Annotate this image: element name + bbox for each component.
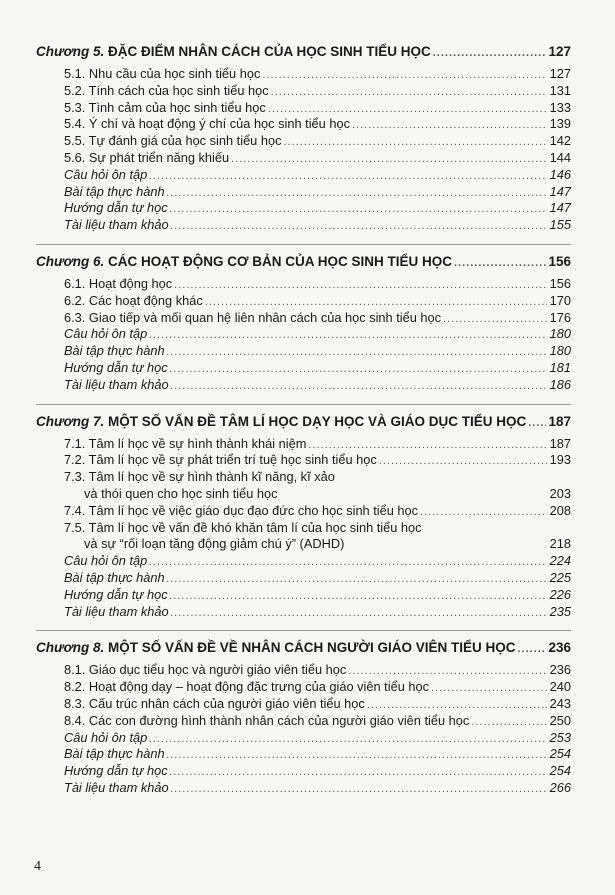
toc-entry (36, 310, 571, 327)
toc-entry-page: 193 (549, 452, 571, 468)
toc-entry (36, 679, 571, 696)
toc-entry (36, 116, 571, 133)
toc-entry-label: 7.5. Tâm lí học về vấn đề khó khăn tâm lí của học sinh tiểu học (64, 519, 422, 535)
toc-entry (36, 536, 571, 553)
dot-leader (271, 86, 547, 98)
dot-leader (367, 699, 547, 711)
toc-entry-page: 131 (549, 82, 571, 98)
toc-entry (36, 360, 571, 377)
toc-entry-page: 180 (549, 343, 571, 359)
toc-entry-page: 254 (549, 746, 571, 762)
dot-leader (431, 682, 547, 694)
toc-entry (36, 713, 571, 730)
chapter-heading (36, 640, 571, 662)
toc-entry-page: 142 (549, 133, 571, 149)
chapter-title: CÁC HOẠT ĐỘNG CƠ BẢN CỦA HỌC SINH TIỂU HỌC (107, 253, 452, 269)
chapter-title: MỘT SỐ VẤN ĐỀ TÂM LÍ HỌC DẠY HỌC VÀ GIÁO DỤC TIỂU HỌC (107, 413, 527, 429)
toc-entry (36, 343, 571, 360)
toc-entry-page: 254 (549, 763, 571, 779)
dot-leader (170, 590, 547, 602)
toc-entry-label: Bài tập thực hành (64, 343, 165, 359)
toc-entry (36, 520, 571, 537)
toc-entry-label: và thói quen cho học sinh tiểu học (84, 485, 278, 501)
chapter-heading (36, 414, 571, 436)
dot-leader (167, 346, 547, 358)
toc-entry-page: 224 (549, 553, 571, 569)
chapter-heading (36, 254, 571, 276)
page-number: 4 (34, 859, 41, 874)
toc-entry-label: Tài liệu tham khảo (64, 603, 169, 619)
dot-leader (167, 187, 547, 199)
toc-entry-page: 127 (549, 66, 571, 81)
toc-entry (36, 746, 571, 763)
dot-leader (167, 573, 547, 585)
toc-entry-label: 6.3. Giao tiếp và mối quan hệ liên nhân cách của học sinh tiểu học (64, 309, 442, 325)
toc-entry-label: Câu hỏi ôn tập (64, 729, 148, 745)
toc-entry-page: 144 (549, 149, 571, 165)
toc-entry-page: 226 (549, 586, 571, 602)
toc-entry-page: 266 (549, 779, 571, 795)
toc-entry-label: Hướng dẫn tự học (64, 359, 168, 375)
toc-entry (36, 587, 571, 604)
chapter-block (36, 640, 571, 806)
toc-entry-label: Hướng dẫn tự học (64, 200, 168, 216)
dot-leader (171, 220, 547, 232)
toc-entry-label: 6.2. Các hoạt động khác (64, 292, 203, 308)
dot-leader (170, 363, 547, 375)
toc-entry-label: 5.4. Ý chí và hoạt động ý chí của học sinh tiểu học (64, 116, 350, 132)
toc-entry-page: 133 (549, 99, 571, 115)
toc-entry-page: 243 (549, 695, 571, 711)
toc-entry (36, 662, 571, 679)
toc-entry (36, 452, 571, 469)
toc-entry (36, 486, 571, 503)
toc-entry-page: 186 (549, 376, 571, 392)
toc-entry-label: 5.3. Tình cảm của học sinh tiểu học (64, 99, 266, 115)
chapter-block (36, 44, 571, 245)
chapter-page: 236 (548, 640, 571, 656)
toc-entry (36, 570, 571, 587)
dot-leader (149, 170, 547, 182)
chapter-title: MỘT SỐ VẤN ĐỀ VỀ NHÂN CÁCH NGƯỜI GIÁO VIÊN TIỂU HỌC (107, 640, 516, 656)
toc-entry-label: Câu hỏi ôn tập (64, 166, 148, 182)
toc-entry-label: 8.4. Các con đường hình thành nhân cách của người giáo viên tiểu học (64, 712, 470, 728)
dot-leader (379, 455, 547, 467)
toc-entry (36, 184, 571, 201)
toc-entry-page: 235 (549, 603, 571, 619)
toc-entry (36, 200, 571, 217)
dot-leader (170, 203, 547, 215)
dot-leader (205, 296, 547, 308)
toc-entry (36, 377, 571, 394)
toc-entry-label: Bài tập thực hành (64, 569, 165, 585)
dot-leader (170, 766, 547, 778)
toc-entry-label: 7.4. Tâm lí học về việc giáo dục đạo đức cho học sinh tiểu học (64, 502, 419, 518)
toc-entry-label: 5.6. Sự phát triển năng khiếu (64, 149, 230, 165)
toc-entry-page: 208 (549, 502, 571, 518)
toc-entry-page: 139 (549, 116, 571, 132)
toc-entry-label: 8.1. Giáo dục tiểu học và người giáo viên tiểu học (64, 662, 347, 678)
toc-entry (36, 763, 571, 780)
toc-entry-page: 170 (549, 292, 571, 308)
toc-entry (36, 696, 571, 713)
toc-entry (36, 293, 571, 310)
toc-entry-page: 180 (549, 326, 571, 342)
toc-entry-label: Bài tập thực hành (64, 183, 165, 199)
toc-entry-page: 176 (549, 309, 571, 325)
toc-entry (36, 133, 571, 150)
chapter-heading (36, 44, 571, 66)
toc-entry-page: 203 (549, 485, 571, 501)
toc-entry-label: 7.1. Tâm lí học về sự hình thành khái niệm (64, 435, 307, 451)
toc-entry-label: 5.5. Tự đánh giá của học sinh tiểu học (64, 133, 282, 149)
chapter-title: ĐẶC ĐIỂM NHÂN CÁCH CỦA HỌC SINH TIỂU HỌC (107, 44, 431, 59)
toc-entry-label: Tài liệu tham khảo (64, 376, 169, 392)
toc-entry (36, 503, 571, 520)
chapter-page: 127 (548, 44, 571, 59)
dot-leader (149, 329, 547, 341)
dot-leader (174, 279, 547, 291)
toc-entry-label: 6.1. Hoạt động học (64, 275, 173, 291)
toc-entry-page: 146 (549, 166, 571, 182)
toc-entry (36, 780, 571, 797)
toc-entry (36, 83, 571, 100)
dot-leader (454, 257, 546, 269)
toc-entry-page: 147 (549, 200, 571, 216)
toc-entry-label: 5.2. Tính cách của học sinh tiểu học (64, 82, 269, 98)
toc-entry (36, 217, 571, 234)
toc-entry-page: 147 (549, 183, 571, 199)
toc-entry (36, 167, 571, 184)
toc-entry-label: Câu hỏi ôn tập (64, 326, 148, 342)
toc-entry-page: 218 (549, 536, 571, 552)
dot-leader (348, 665, 547, 677)
dot-leader (171, 783, 547, 795)
chapter-number: Chương 6. (36, 253, 105, 269)
chapter-block (36, 414, 571, 632)
dot-leader (167, 749, 547, 761)
dot-leader (528, 417, 546, 429)
toc-entry-page: 155 (549, 217, 571, 233)
toc-entry (36, 604, 571, 621)
dot-leader (308, 439, 547, 451)
chapter-page: 187 (548, 413, 571, 429)
chapter-block (36, 254, 571, 405)
toc-entry-label: 5.1. Nhu cầu của học sinh tiểu học (64, 66, 261, 81)
table-of-contents (36, 44, 571, 816)
toc-entry-page: 240 (549, 679, 571, 695)
chapter-page: 156 (548, 253, 571, 269)
toc-entry (36, 730, 571, 747)
toc-entry-page: 253 (549, 729, 571, 745)
dot-leader (517, 643, 546, 655)
dot-leader (471, 716, 547, 728)
dot-leader (352, 119, 547, 131)
dot-leader (268, 103, 547, 115)
toc-entry-label: 8.3. Cấu trúc nhân cách của người giáo viên tiểu học (64, 695, 365, 711)
toc-entry (36, 326, 571, 343)
toc-entry-label: Tài liệu tham khảo (64, 217, 169, 233)
toc-entry (36, 100, 571, 117)
dot-leader (443, 313, 547, 325)
chapter-number: Chương 5. (36, 44, 105, 59)
toc-entry-page: 187 (549, 435, 571, 451)
toc-entry-label: 7.3. Tâm lí học về sự hình thành kĩ năng, kĩ xảo (64, 469, 335, 485)
toc-entry-page: 236 (549, 662, 571, 678)
dot-leader (433, 47, 547, 59)
dot-leader (149, 733, 547, 745)
toc-entry (36, 469, 571, 486)
toc-entry-label: Hướng dẫn tự học (64, 763, 168, 779)
toc-entry-page: 156 (549, 275, 571, 291)
toc-entry-label: Hướng dẫn tự học (64, 586, 168, 602)
dot-leader (231, 153, 547, 165)
toc-entry-page: 250 (549, 712, 571, 728)
dot-leader (171, 380, 547, 392)
dot-leader (420, 506, 547, 518)
toc-entry-label: và sự “rối loạn tăng động giảm chú ý” (ADHD) (84, 536, 345, 552)
dot-leader (149, 556, 547, 568)
toc-entry (36, 553, 571, 570)
dot-leader (284, 136, 548, 148)
toc-entry-page: 181 (549, 359, 571, 375)
dot-leader (171, 607, 547, 619)
toc-entry (36, 150, 571, 167)
toc-entry (36, 276, 571, 293)
chapter-number: Chương 8. (36, 640, 105, 656)
toc-entry (36, 66, 571, 83)
toc-entry-page: 225 (549, 569, 571, 585)
chapter-number: Chương 7. (36, 413, 105, 429)
toc-entry-label: Tài liệu tham khảo (64, 779, 169, 795)
toc-entry-label: 7.2. Tâm lí học về sự phát triển trí tuệ học sinh tiểu học (64, 452, 377, 468)
toc-entry-label: 8.2. Hoạt động dạy – hoạt động đặc trưng của giáo viên tiểu học (64, 679, 430, 695)
dot-leader (262, 69, 547, 81)
toc-entry-label: Câu hỏi ôn tập (64, 553, 148, 569)
toc-entry (36, 436, 571, 453)
toc-entry-label: Bài tập thực hành (64, 746, 165, 762)
